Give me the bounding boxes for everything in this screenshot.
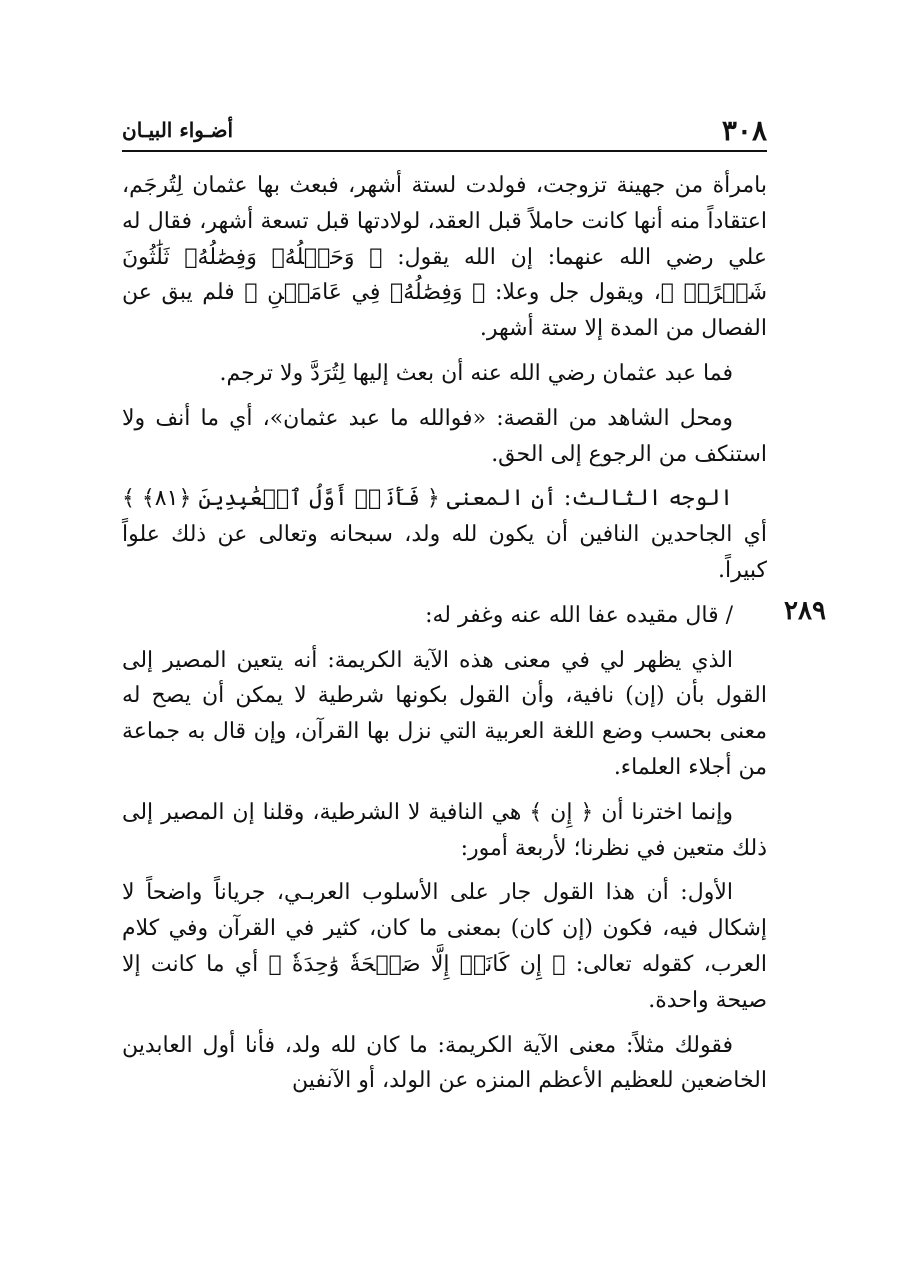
quran-verse: ﴿ فَأَنَا۠ أَوَّلُ ٱلۡعَٰبِدِينَ ﴿٨١﴾ ﴾ [122, 486, 440, 512]
paragraph-text: الذي يظهر لي في معنى هذه الآية الكريمة: أنه يتعين المصير إلى القول بأن (إن) نافية، وأن القول بكونها شرطية لا يمكن أن يصح له معنى بحسب وضع اللغة العربية التي نزل بها القرآن، وإن قال به جماعة من أجلاء العلماء. [122, 647, 767, 780]
paragraph [122, 643, 767, 786]
paragraph-text: الأول: أن هذا القول جار على الأسلوب العربـي، جرياناً واضحاً لا إشكال فيه، فكون (إن كان) بمعنى ما كان، كثير في القرآن وفي كلام العرب، كقوله تعالى: [122, 880, 768, 977]
page-number: ٣٠٨ [721, 114, 767, 147]
paragraph [122, 401, 767, 473]
paragraph-text: أي ما كانت إلا صيحة واحدة. [122, 951, 767, 1013]
paragraph-text: الوجه الثالث: أن المعنى [439, 486, 734, 512]
paragraph-text: فلم يبق عن الفصال من المدة إلا ستة أشهر. [122, 280, 767, 342]
quran-verse: ﴿ إِن كَانَتۡ إِلَّا صَيۡحَةٗ وَٰحِدَةٗ ﴾ [268, 951, 566, 977]
quran-verse: ﴿ وَحَمۡلُهُۥ وَفِصَٰلُهُۥ ثَلَٰثُونَ شَهۡرًاۚ ﴾ [122, 244, 768, 306]
running-title: أضـواء البيـان [122, 118, 234, 142]
quran-verse: ﴿ وَفِصَٰلُهُۥ فِي عَامَيۡنِ ﴾ [244, 280, 486, 306]
paragraph [122, 795, 767, 867]
paragraph [122, 1028, 767, 1100]
paragraph-text: / قال مقيده عفا الله عنه وغفر له: [425, 602, 733, 628]
paragraph-text: هي النافية لا الشرطية، وقلنا إن المصير إلى ذلك متعين في نظرنا؛ لأربعة أمور: [122, 799, 767, 861]
paragraph-text: بامرأة من جهينة تزوجت، فولدت لستة أشهر، فبعث بها عثمان لِتُرجَم، اعتقاداً منه أنها كانت حاملاً قبل العقد، لولادتها قبل تسعة أشهر، فقال له علي رضي الله عنهما: إن الله يقول: [122, 173, 768, 270]
paragraph-text: فما عبد عثمان رضي الله عنه أن بعث إليها لِتُرَدَّ ولا ترجم. [219, 360, 733, 386]
quran-verse: ﴿ إِن ﴾ [529, 799, 594, 825]
paragraph-text: ، ويقول جل وعلا: [485, 280, 661, 306]
paragraph-text: فقولك مثلاً: معنى الآية الكريمة: ما كان لله ولد، فأنا أول العابدين الخاضعين للعظيم الأعظم المنزه عن الولد، أو الآنفين [122, 1032, 767, 1094]
body-text [122, 168, 767, 1108]
paragraph-text: وإنما اخترنا أن [593, 799, 733, 825]
paragraph-text: أي الجاحدين النافين أن يكون لله ولد، سبحانه وتعالى عن ذلك علواً كبيراً. [122, 522, 767, 583]
paragraph [122, 875, 767, 1018]
header-rule [122, 150, 767, 152]
paragraph [122, 481, 767, 588]
margin-page-reference: ٢٨٩ [784, 596, 826, 626]
paragraph-text: ومحل الشاهد من القصة: «فوالله ما عبد عثمان»، أي ما أنف ولا استنكف من الرجوع إلى الحق. [122, 405, 767, 467]
page-header [122, 112, 767, 152]
paragraph [122, 356, 767, 392]
paragraph [122, 598, 767, 634]
paragraph [122, 168, 767, 347]
